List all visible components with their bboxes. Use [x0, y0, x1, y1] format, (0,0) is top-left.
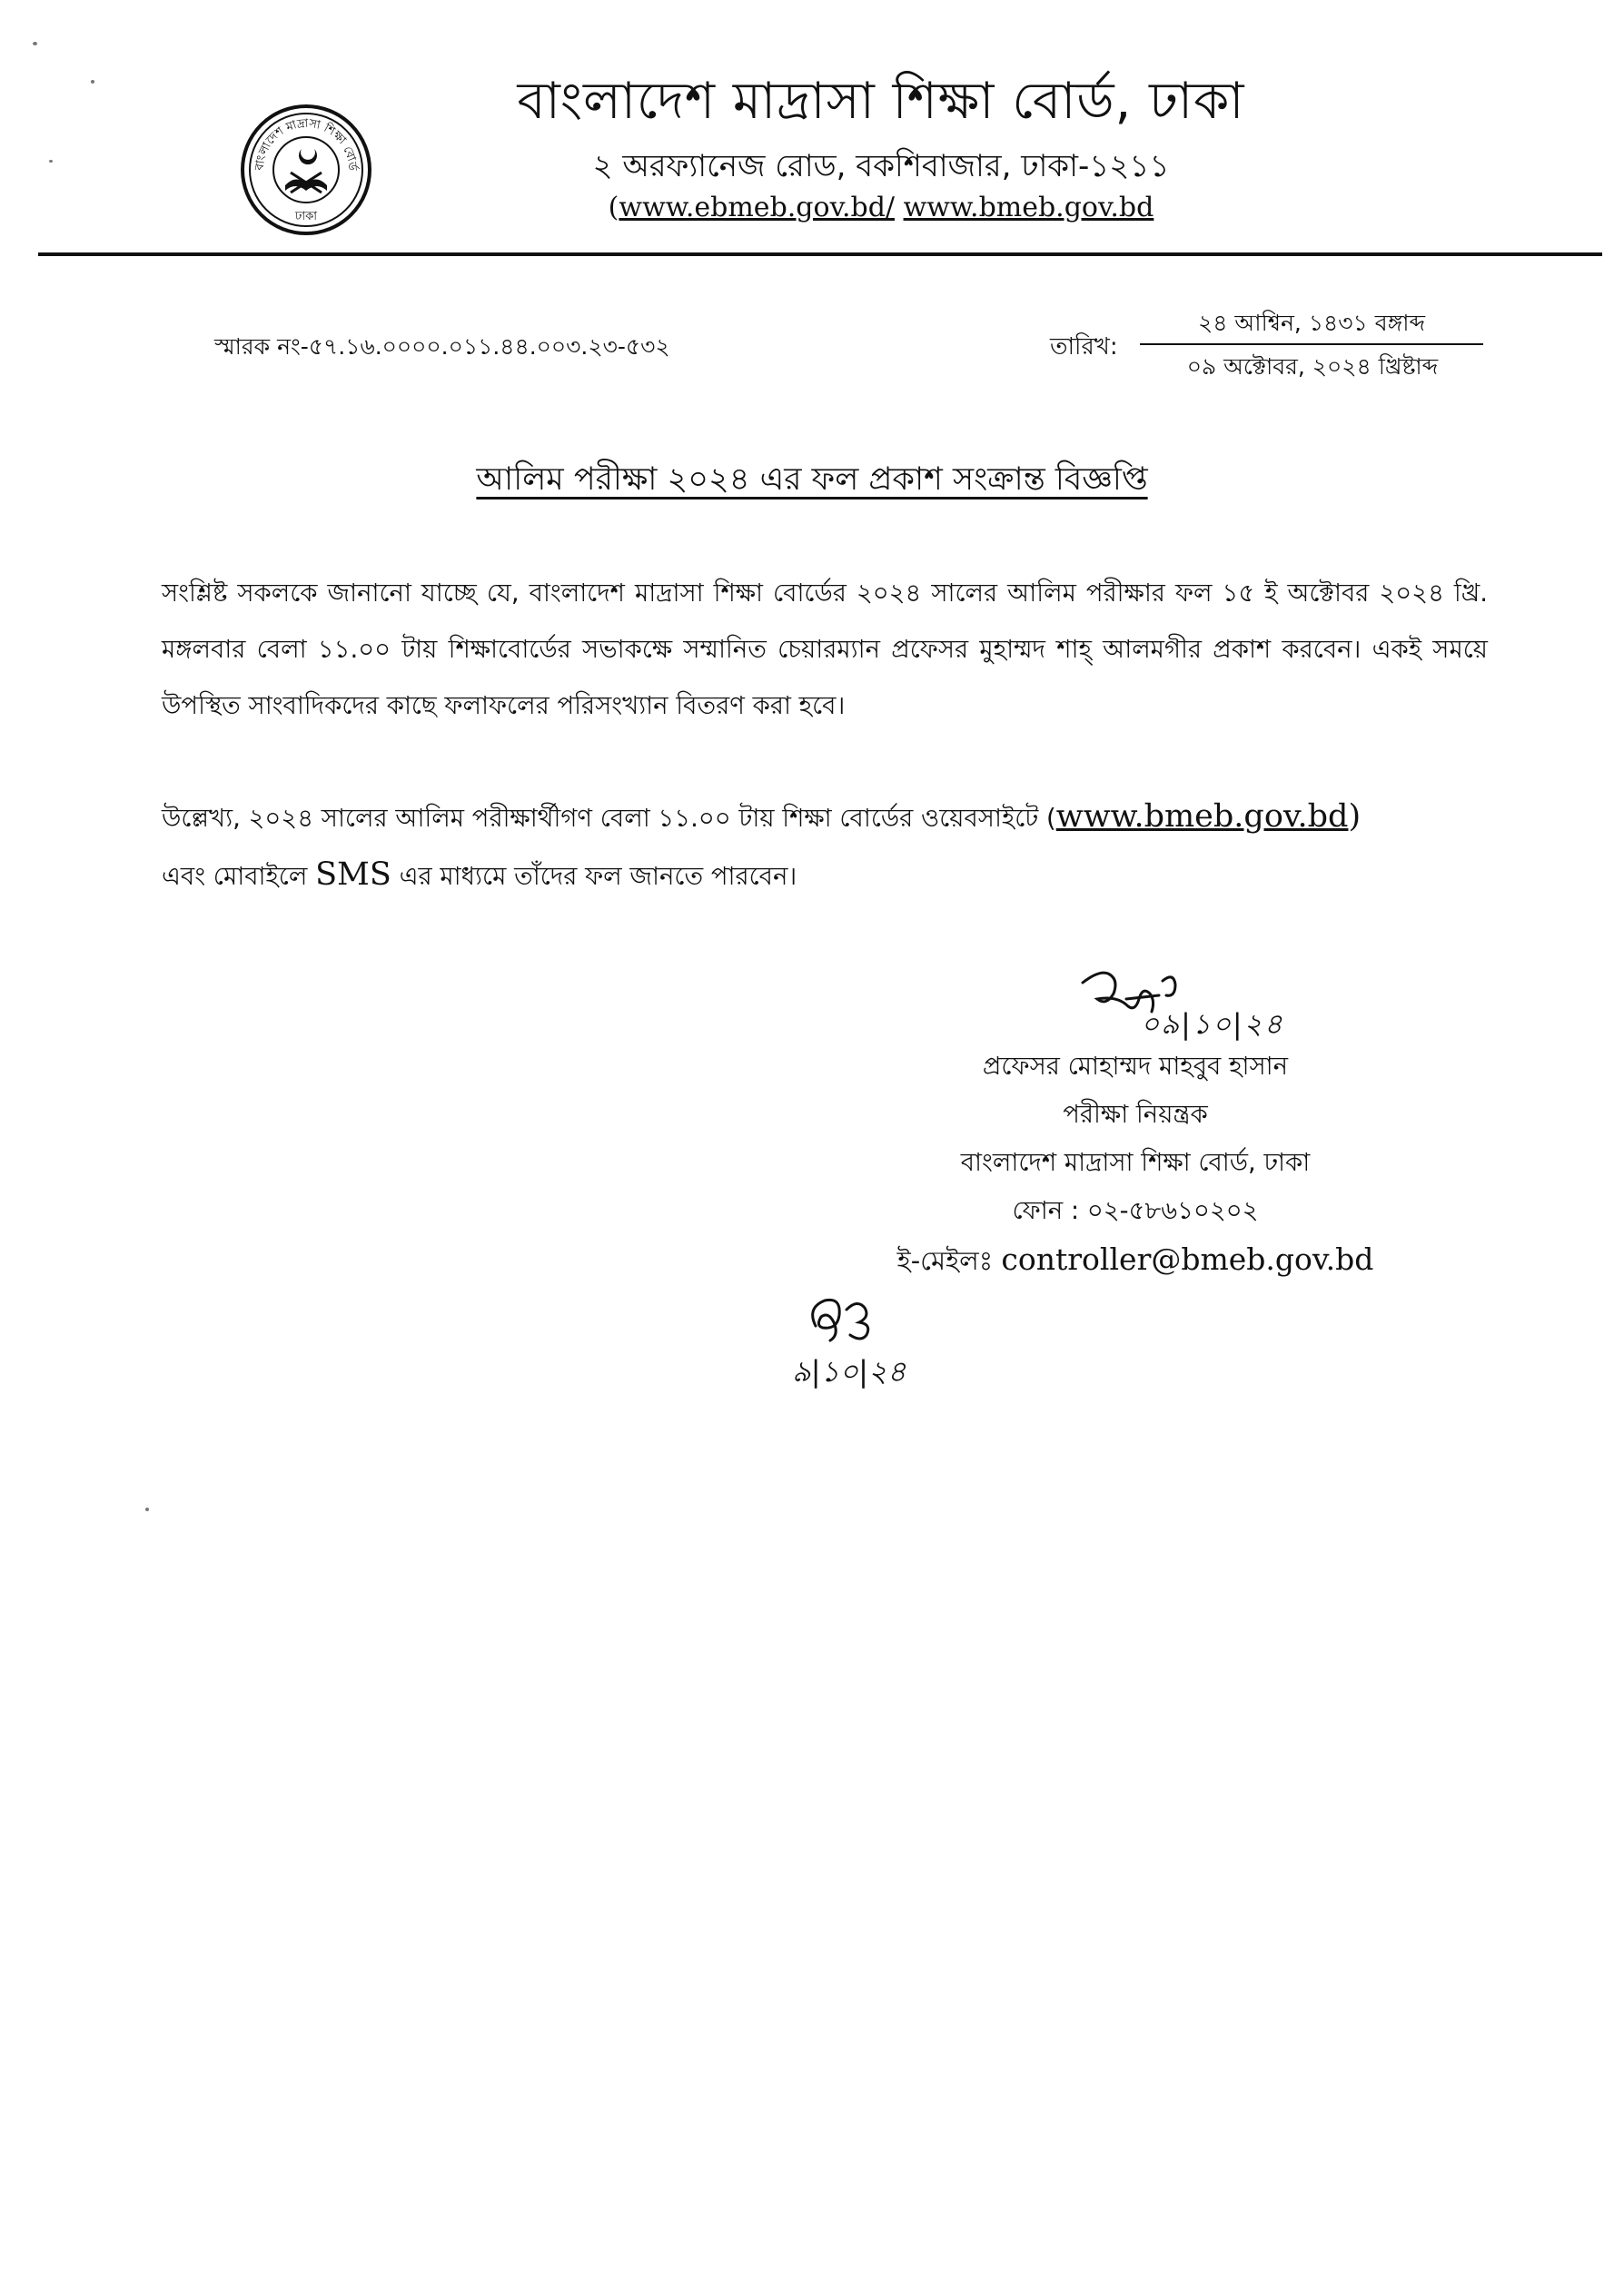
results-website-link[interactable]: www.bmeb.gov.bd): [1055, 798, 1362, 835]
date-bangla: ২৪ আশ্বিন, ১৪৩১ বঙ্গাব্দ: [1140, 305, 1483, 345]
body-paragraph-2: [162, 788, 1488, 905]
para2-text-a: উল্লেখ্য, ২০২৪ সালের আলিম পরীক্ষার্থীগণ বেলা ১১.০০ টায় শিক্ষা বোর্ডের ওয়েবসাইটে (: [162, 804, 1056, 833]
signature-date: ০৯|১০|২৪: [1141, 1008, 1284, 1041]
web-open-paren: (: [608, 192, 619, 223]
org-name: বাংলাদেশ মাদ্রাসা শিক্ষা বোর্ড, ঢাকা: [517, 72, 1245, 131]
website-link-ebmeb[interactable]: www.ebmeb.gov.bd/: [619, 192, 896, 223]
para2-text-c: এবং মোবাইলে: [162, 862, 316, 891]
signatory-office: বাংলাদেশ মাদ্রাসা শিক্ষা বোর্ড, ঢাকা: [960, 1148, 1311, 1177]
org-address: ২ অরফ্যানেজ রোড, বকশিবাজার, ঢাকা-১২১১: [592, 148, 1170, 184]
header-divider: [38, 252, 1602, 256]
memo-number: স্মারক নং-৫৭.১৬.০০০০.০১১.৪৪.০০৩.২৩-৫৩২: [214, 333, 670, 360]
signatory-name: প্রফেসর মোহাম্মদ মাহবুব হাসান: [982, 1052, 1289, 1081]
signatory-phone: ফোন : ০২-৫৮৬১০২০২: [1012, 1196, 1259, 1225]
signatory-designation: পরীক্ষা নিয়ন্ত্রক: [1063, 1100, 1208, 1129]
email-link[interactable]: controller@bmeb.gov.bd: [1001, 1241, 1374, 1277]
notice-subject: [272, 454, 1352, 505]
date-gregorian: ০৯ অক্টোবর, ২০২৪ খ্রিষ্টাব্দ: [1186, 353, 1439, 380]
initials-scribble: [788, 1290, 943, 1408]
email-label: ই-মেইলঃ: [896, 1245, 1002, 1276]
scan-speck: [49, 160, 53, 163]
sms-text: SMS: [315, 856, 391, 893]
initials-date: ৯|১০|২৪: [792, 1354, 906, 1389]
org-websites: [363, 189, 1399, 227]
board-seal-icon: [238, 102, 374, 238]
seal-text-bottom: ঢাকা: [295, 210, 317, 223]
signatory-email-line: [854, 1235, 1417, 1285]
signatory-block: [854, 1043, 1417, 1285]
scan-speck: [33, 42, 37, 45]
seal-text-top: বাংলাদেশ মাদ্রাসা শিক্ষা বোর্ড: [253, 116, 360, 172]
website-link-bmeb[interactable]: www.bmeb.gov.bd: [903, 192, 1154, 223]
scan-speck: [145, 1508, 149, 1511]
date-label: তারিখ:: [1050, 333, 1118, 361]
date-stack: [1140, 305, 1485, 385]
para2-text-d: এর মাধ্যমে তাঁদের ফল জানতে পারবেন।: [391, 862, 797, 891]
subject-text: আলিম পরীক্ষা ২০২৪ এর ফল প্রকাশ সংক্রান্ত বিজ্ঞপ্তি: [476, 461, 1148, 498]
scan-speck: [91, 80, 94, 84]
body-paragraph-1: সংশ্লিষ্ট সকলকে জানানো যাচ্ছে যে, বাংলাদেশ মাদ্রাসা শিক্ষা বোর্ডের ২০২৪ সালের আলিম পরীক্ষার ফল ১৫ ই অক্টোবর ২০২৪ খ্রি. মঙ্গলবার বেলা ১১.০০ টায় শিক্ষাবোর্ডের সভাকক্ষে সম্মানিত চেয়ারম্যান প্রফেসর মুহাম্মদ শাহ্ আলমগীর প্রকাশ করবেন। একই সময়ে উপস্থিত সাংবাদিকদের কাছে ফলাফলের পরিসংখ্যান বিতরণ করা হবে।: [162, 579, 1488, 720]
